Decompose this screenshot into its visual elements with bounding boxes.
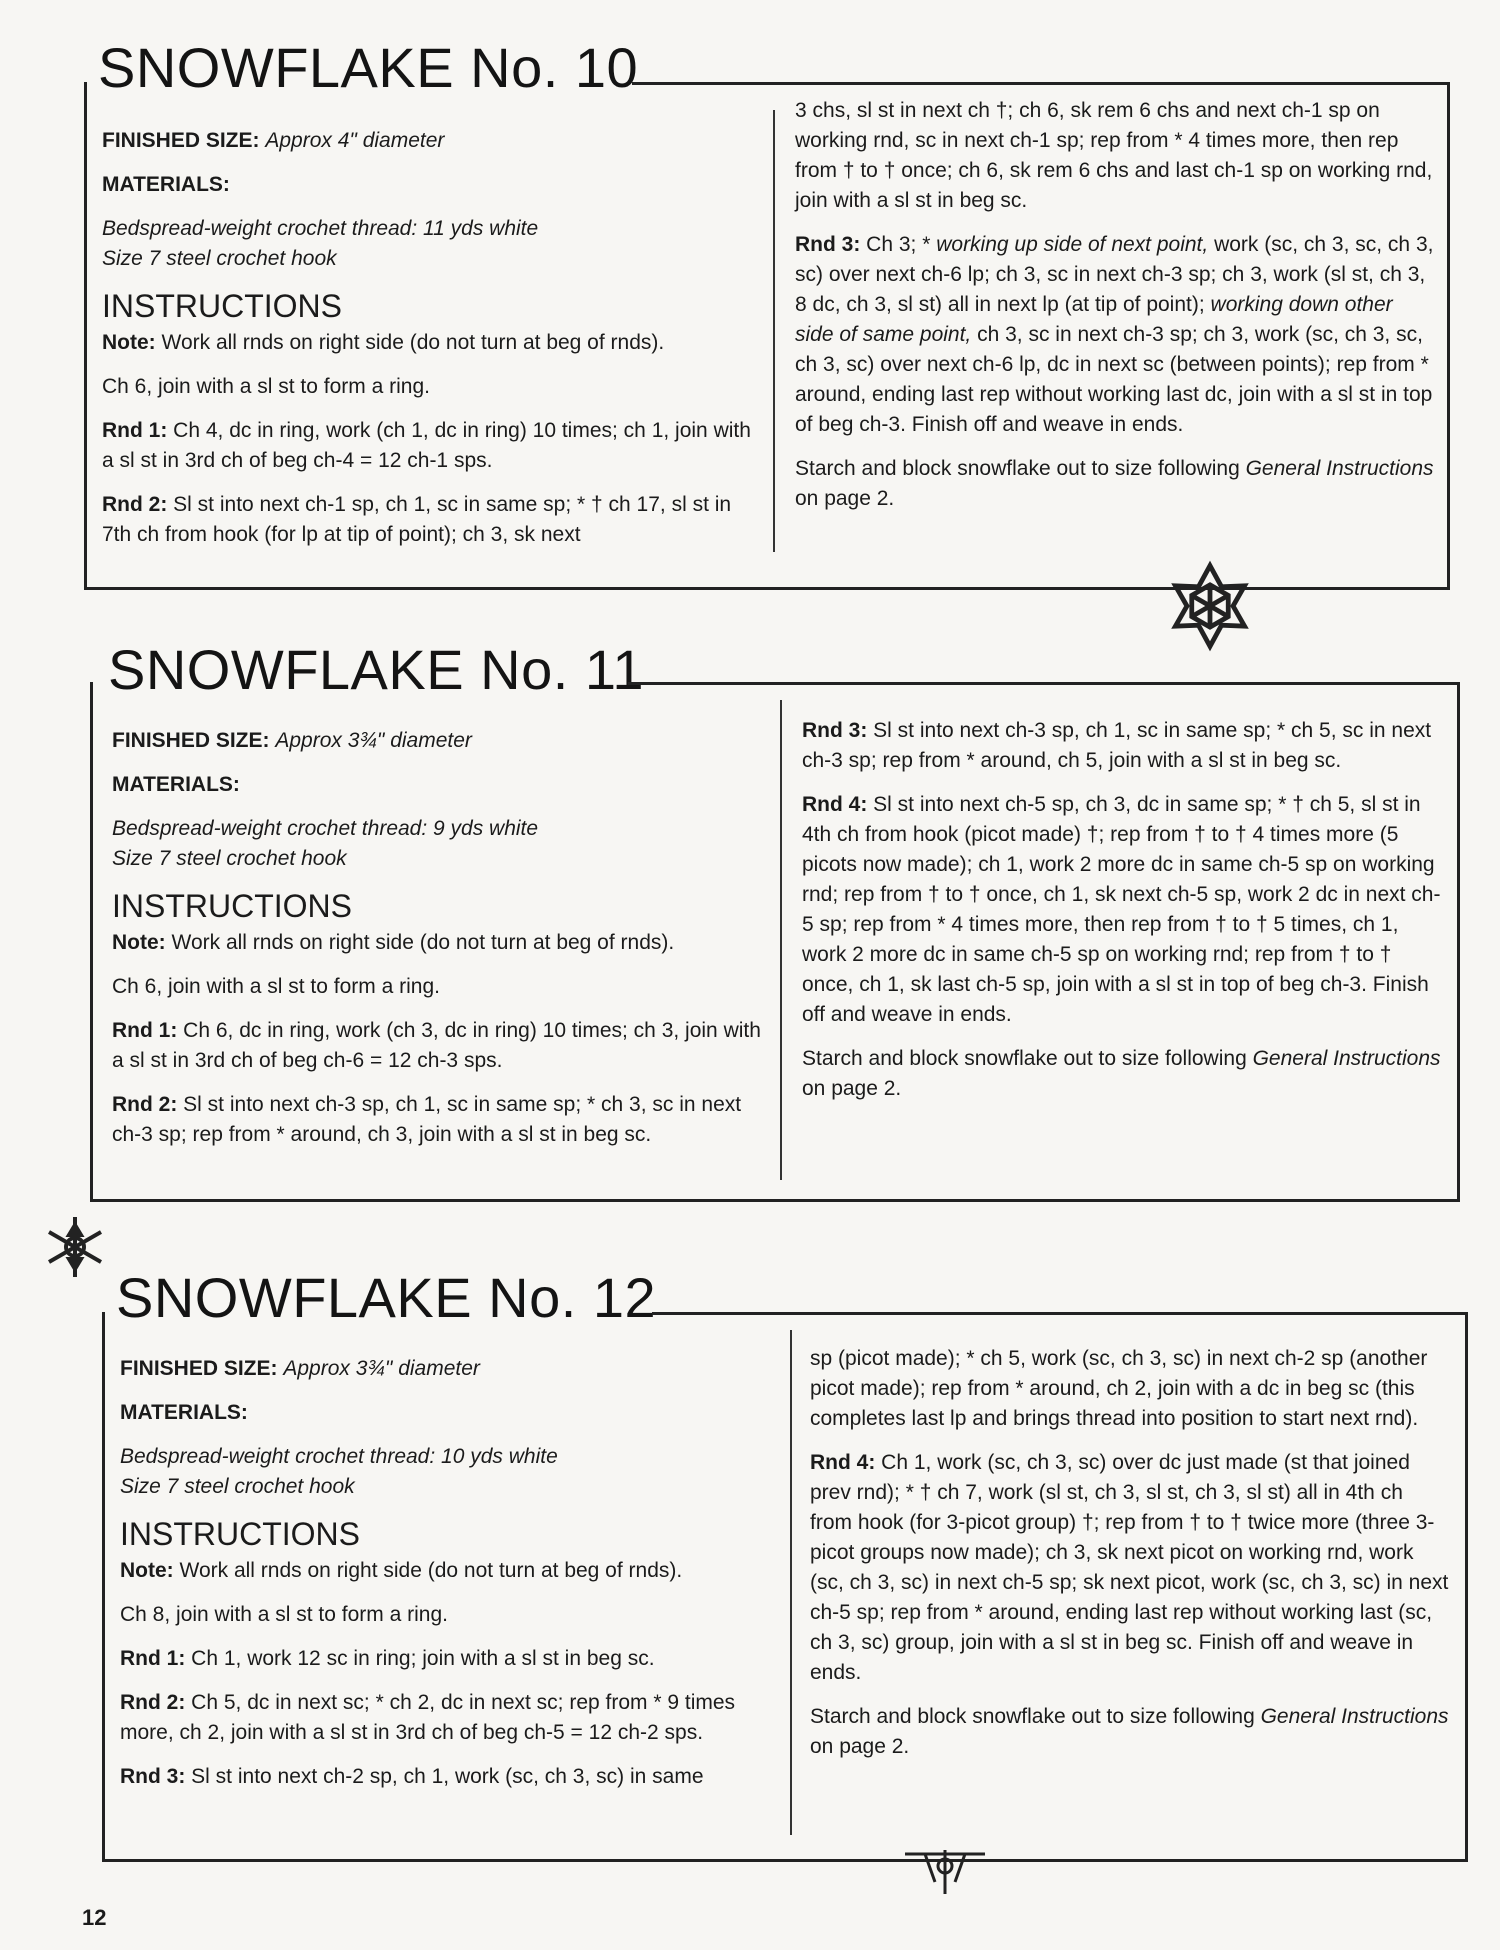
note-label: Note:	[120, 1559, 174, 1582]
rnd3-text-e: ch 3, sc in next ch-3 sp; ch 3, work (sc, ch 3, sc, ch 3, sc) over next ch-6 lp, dc in next sc (between points); rep from * around, ending last rep without working last dc, join with a sl st in top of beg ch-3. Finish off and weave in ends.	[795, 323, 1433, 436]
instructions-heading: INSTRUCTIONS	[120, 1516, 360, 1552]
note-text: Work all rnds on right side (do not turn at beg of rnds).	[179, 1559, 683, 1582]
material-thread: Bedspread-weight crochet thread: 11 yds white	[102, 217, 539, 240]
rnd2-text: Ch 5, dc in next sc; * ch 2, dc in next sc; rep from * 9 times more, ch 2, join with a sl st in 3rd ch of beg ch-5 = 12 ch-2 sps.	[120, 1691, 736, 1744]
note-label: Note:	[102, 331, 156, 354]
rnd3-text: Sl st into next ch-3 sp, ch 1, sc in same sp; * ch 5, sc in next ch-3 sp; rep from * around, ch 5, join with a sl st in beg sc.	[802, 719, 1432, 772]
page-ref: on page 2.	[810, 1735, 910, 1758]
starch-text: Starch and block snowflake out to size following	[795, 457, 1240, 480]
left-column	[102, 126, 752, 564]
starch-text: Starch and block snowflake out to size following	[802, 1047, 1247, 1070]
rnd2-text: Sl st into next ch-3 sp, ch 1, sc in same sp; * ch 3, sc in next ch-3 sp; rep from * around, ch 3, join with a sl st in beg sc.	[112, 1093, 742, 1146]
general-instructions-ref: General Instructions	[1245, 457, 1434, 480]
material-thread: Bedspread-weight crochet thread: 10 yds white	[120, 1445, 558, 1468]
rnd2-text: Sl st into next ch-1 sp, ch 1, sc in same sp; * † ch 17, sl st in 7th ch from hook (for lp at tip of point); ch 3, sk next	[102, 493, 732, 546]
materials-label: MATERIALS:	[112, 773, 240, 796]
right-column	[795, 96, 1435, 528]
section-title: SNOWFLAKE No. 11	[108, 638, 645, 701]
rnd2-label: Rnd 2:	[102, 493, 168, 516]
rnd3-text-a: Ch 3; *	[866, 233, 931, 256]
rnd3-text-c: work (sc, ch 3, sc, ch 3, sc) over next ch-6 lp; ch 3, sc in next ch-3 sp; ch 3, work (sl st, ch 3, 8 dc, ch 3, sl st) all in next lp (at tip of point);	[795, 233, 1434, 316]
rnd1-text: Ch 4, dc in ring, work (ch 1, dc in ring) 10 times; ch 1, join with a sl st in 3rd ch of beg ch-4 = 12 ch-1 sps.	[102, 419, 751, 472]
instructions-heading: INSTRUCTIONS	[112, 888, 352, 924]
rnd2-label: Rnd 2:	[120, 1691, 186, 1714]
start-text: Ch 6, join with a sl st to form a ring.	[102, 375, 430, 398]
column-divider	[790, 1330, 792, 1835]
section-title: SNOWFLAKE No. 12	[116, 1266, 657, 1329]
start-text: Ch 6, join with a sl st to form a ring.	[112, 975, 440, 998]
rnd1-text: Ch 6, dc in ring, work (ch 3, dc in ring) 10 times; ch 3, join with a sl st in 3rd ch of beg ch-6 = 12 ch-3 sps.	[112, 1019, 761, 1072]
rnd4-label: Rnd 4:	[802, 793, 868, 816]
note-text: Work all rnds on right side (do not turn at beg of rnds).	[171, 931, 675, 954]
rnd4-label: Rnd 4:	[810, 1451, 876, 1474]
general-instructions-ref: General Instructions	[1260, 1705, 1449, 1728]
finished-size-label: FINISHED SIZE:	[102, 129, 260, 152]
rnd3-text-b: working up side of next point,	[936, 233, 1209, 256]
left-column	[120, 1354, 775, 1806]
rnd1-label: Rnd 1:	[112, 1019, 178, 1042]
note-label: Note:	[112, 931, 166, 954]
rnd3-text-d: working down other side of same point,	[795, 293, 1393, 346]
rnd1-label: Rnd 1:	[102, 419, 168, 442]
rnd3-continued: sp (picot made); * ch 5, work (sc, ch 3, sc) in next ch-2 sp (another picot made); rep from * around, ch 2, join with a dc in beg sc (this completes last lp and brings thread into position to start next rnd).	[810, 1347, 1428, 1430]
page-ref: on page 2.	[802, 1077, 902, 1100]
general-instructions-ref: General Instructions	[1252, 1047, 1441, 1070]
snowflake-ornament-icon	[40, 1212, 110, 1282]
material-hook: Size 7 steel crochet hook	[120, 1475, 355, 1498]
left-column	[112, 726, 762, 1164]
snowflake-ornament-icon	[1162, 556, 1258, 656]
rnd2-continued: 3 chs, sl st in next ch †; ch 6, sk rem 6 chs and next ch-1 sp on working rnd, sc in next ch-1 sp; rep from * 4 times more, then rep from † to † once; ch 6, sk rem 6 chs and last ch-1 sp on working rnd, join with a sl st in beg sc.	[795, 99, 1433, 212]
starch-text: Starch and block snowflake out to size following	[810, 1705, 1255, 1728]
snowflake-ornament-icon	[900, 1846, 990, 1898]
section-title: SNOWFLAKE No. 10	[98, 36, 639, 99]
right-column	[810, 1344, 1450, 1776]
finished-size-label: FINISHED SIZE:	[112, 729, 270, 752]
right-column	[802, 716, 1442, 1118]
instructions-heading: INSTRUCTIONS	[102, 288, 342, 324]
page-ref: on page 2.	[795, 487, 895, 510]
material-hook: Size 7 steel crochet hook	[102, 247, 337, 270]
column-divider	[773, 110, 775, 552]
materials-label: MATERIALS:	[102, 173, 230, 196]
rnd2-label: Rnd 2:	[112, 1093, 178, 1116]
rnd3-text: Sl st into next ch-2 sp, ch 1, work (sc, ch 3, sc) in same	[191, 1765, 704, 1788]
finished-size-value: Approx 3¾" diameter	[275, 729, 472, 752]
rnd4-text: Ch 1, work (sc, ch 3, sc) over dc just made (st that joined prev rnd); * † ch 7, work (sl st, ch 3, sl st, ch 3, sl st) all in 4th ch from hook (for 3-picot group) †; rep from † to † twice more (three 3-picot groups now made); ch 3, sk next picot on working rnd, work (sc, ch 3, sc) in next ch-5 sp; sk next picot, work (sc, ch 3, sc) in next ch-5 sp; rep from * around, ending last rep without working last (sc, ch 3, sc) group, join with a sl st in beg sc. Finish off and weave in ends.	[810, 1451, 1449, 1684]
note-text: Work all rnds on right side (do not turn at beg of rnds).	[161, 331, 665, 354]
rnd3-label: Rnd 3:	[120, 1765, 186, 1788]
finished-size-label: FINISHED SIZE:	[120, 1357, 278, 1380]
finished-size-value: Approx 4" diameter	[265, 129, 445, 152]
rnd1-text: Ch 1, work 12 sc in ring; join with a sl st in beg sc.	[191, 1647, 655, 1670]
material-thread: Bedspread-weight crochet thread: 9 yds white	[112, 817, 539, 840]
finished-size-value: Approx 3¾" diameter	[283, 1357, 480, 1380]
material-hook: Size 7 steel crochet hook	[112, 847, 347, 870]
rnd3-label: Rnd 3:	[795, 233, 861, 256]
materials-label: MATERIALS:	[120, 1401, 248, 1424]
rnd3-label: Rnd 3:	[802, 719, 868, 742]
rnd1-label: Rnd 1:	[120, 1647, 186, 1670]
column-divider	[780, 700, 782, 1180]
rnd4-text: Sl st into next ch-5 sp, ch 3, dc in same sp; * † ch 5, sl st in 4th ch from hook (picot made) †; rep from † to † 4 times more (5 picots now made); ch 1, work 2 more dc in same ch-5 sp on working rnd; rep from † to † once, ch 1, sk next ch-5 sp, work 2 dc in next ch-5 sp; rep from * 4 times more, then rep from † to † 5 times, ch 1, work 2 more dc in same ch-5 sp on working rnd; rep from † to † once, ch 1, sk last ch-5 sp, join with a sl st in top of beg ch-3. Finish off and weave in ends.	[802, 793, 1441, 1026]
start-text: Ch 8, join with a sl st to form a ring.	[120, 1603, 448, 1626]
page-number: 12	[82, 1905, 107, 1930]
